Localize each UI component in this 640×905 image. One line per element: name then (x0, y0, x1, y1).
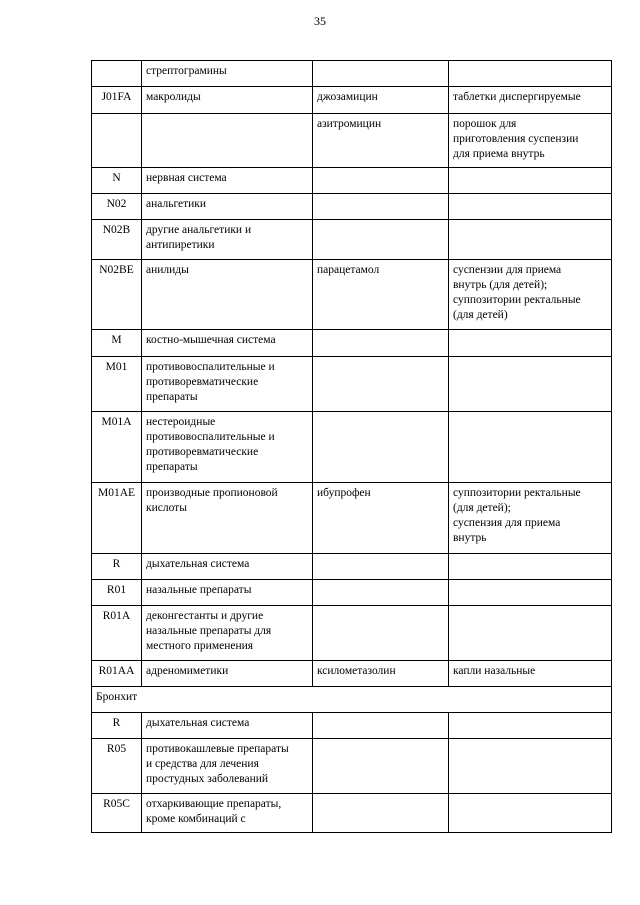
group-name-cell: другие анальгетики и антипиретики (142, 220, 313, 260)
table-row (92, 713, 612, 739)
table-row (92, 794, 612, 833)
group-name-cell: деконгестанты и другие назальные препараты для местного применения (142, 606, 313, 661)
drug-name-cell (313, 412, 449, 483)
drug-name-cell (313, 713, 449, 739)
group-name-cell: дыхательная система (142, 713, 313, 739)
dosage-form-cell (449, 330, 612, 357)
group-name-cell: противовоспалительные и противоревматические препараты (142, 357, 313, 412)
dosage-form-cell (449, 606, 612, 661)
group-name-cell (142, 114, 313, 168)
atc-code-cell: R01 (92, 580, 142, 606)
table-row (92, 168, 612, 194)
table-row (92, 61, 612, 87)
table-row (92, 580, 612, 606)
drug-name-cell (313, 554, 449, 580)
dosage-form-cell (449, 61, 612, 87)
group-name-cell: макролиды (142, 87, 313, 114)
table-row (92, 661, 612, 687)
group-name-cell: противокашлевые препараты и средства для лечения простудных заболеваний (142, 739, 313, 794)
dosage-form-cell (449, 194, 612, 220)
table-body (92, 61, 612, 833)
dosage-form-cell: таблетки диспергируемые (449, 87, 612, 114)
dosage-form-cell (449, 794, 612, 833)
table-row (92, 412, 612, 483)
dosage-form-cell: суппозитории ректальные (для детей); суспензия для приема внутрь (449, 483, 612, 554)
table-row (92, 220, 612, 260)
dosage-form-cell (449, 168, 612, 194)
section-label: Бронхит (92, 687, 612, 713)
atc-code-cell: J01FA (92, 87, 142, 114)
atc-code-cell: R05 (92, 739, 142, 794)
atc-code-cell (92, 114, 142, 168)
atc-code-cell: N02B (92, 220, 142, 260)
drug-name-cell: азитромицин (313, 114, 449, 168)
atc-code-cell: R (92, 554, 142, 580)
group-name-cell: костно-мышечная система (142, 330, 313, 357)
group-name-cell: нервная система (142, 168, 313, 194)
group-name-cell: дыхательная система (142, 554, 313, 580)
dosage-form-cell (449, 713, 612, 739)
atc-code-cell: M01AE (92, 483, 142, 554)
drug-name-cell: джозамицин (313, 87, 449, 114)
drug-name-cell (313, 606, 449, 661)
group-name-cell: анилиды (142, 260, 313, 330)
table-row (92, 114, 612, 168)
drug-name-cell (313, 61, 449, 87)
group-name-cell: анальгетики (142, 194, 313, 220)
atc-code-cell (92, 61, 142, 87)
dosage-form-cell (449, 412, 612, 483)
atc-code-cell: N02BE (92, 260, 142, 330)
page-number: 35 (314, 14, 326, 28)
dosage-form-cell (449, 357, 612, 412)
drug-classification-table (91, 60, 612, 833)
atc-code-cell: M01 (92, 357, 142, 412)
table-row (92, 330, 612, 357)
atc-code-cell: R05C (92, 794, 142, 833)
atc-code-cell: N02 (92, 194, 142, 220)
atc-code-cell: M01A (92, 412, 142, 483)
atc-code-cell: R (92, 713, 142, 739)
drug-name-cell: ксилометазолин (313, 661, 449, 687)
atc-code-cell: M (92, 330, 142, 357)
drug-name-cell (313, 330, 449, 357)
dosage-form-cell (449, 739, 612, 794)
atc-code-cell: R01A (92, 606, 142, 661)
dosage-form-cell: капли назальные (449, 661, 612, 687)
drug-name-cell (313, 739, 449, 794)
table-row (92, 606, 612, 661)
table-row (92, 87, 612, 114)
dosage-form-cell: порошок для приготовления суспензии для приема внутрь (449, 114, 612, 168)
table-row (92, 483, 612, 554)
table-row (92, 739, 612, 794)
drug-name-cell (313, 357, 449, 412)
table-row (92, 260, 612, 330)
group-name-cell: производные пропионовой кислоты (142, 483, 313, 554)
atc-code-cell: R01AA (92, 661, 142, 687)
drug-name-cell: ибупрофен (313, 483, 449, 554)
table-row (92, 554, 612, 580)
drug-name-cell (313, 194, 449, 220)
dosage-form-cell (449, 580, 612, 606)
dosage-form-cell: суспензии для приема внутрь (для детей); суппозитории ректальные (для детей) (449, 260, 612, 330)
drug-name-cell: парацетамол (313, 260, 449, 330)
group-name-cell: назальные препараты (142, 580, 313, 606)
drug-name-cell (313, 220, 449, 260)
atc-code-cell: N (92, 168, 142, 194)
table-row (92, 357, 612, 412)
drug-name-cell (313, 580, 449, 606)
group-name-cell: адреномиметики (142, 661, 313, 687)
group-name-cell: нестероидные противовоспалительные и противоревматические препараты (142, 412, 313, 483)
group-name-cell: стрептограмины (142, 61, 313, 87)
drug-name-cell (313, 168, 449, 194)
dosage-form-cell (449, 554, 612, 580)
dosage-form-cell (449, 220, 612, 260)
section-header-row (92, 687, 612, 713)
table-row (92, 194, 612, 220)
drug-name-cell (313, 794, 449, 833)
group-name-cell: отхаркивающие препараты, кроме комбинаций с (142, 794, 313, 833)
